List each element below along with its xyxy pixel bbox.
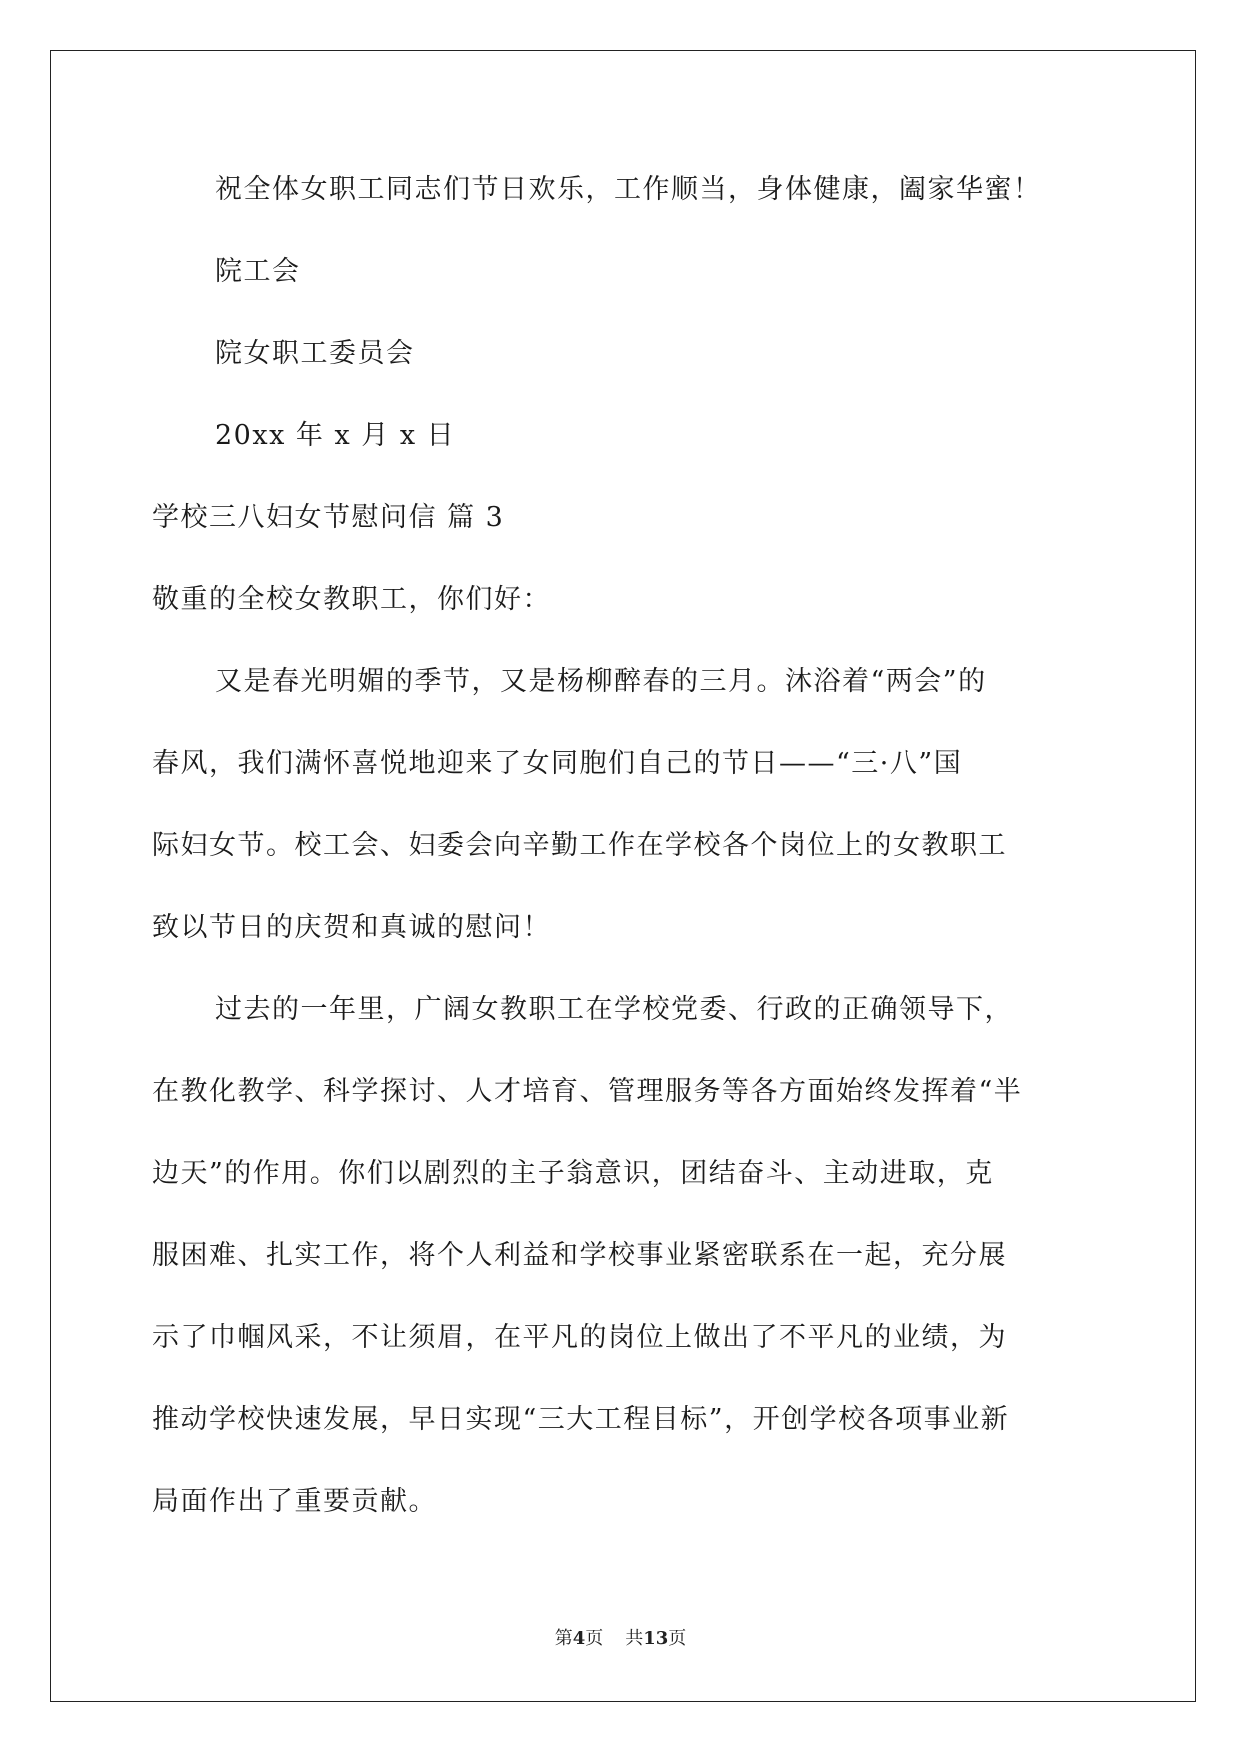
greeting-wish-line: 祝全体女职工同志们节日欢乐，工作顺当，身体健康，阖家华蜜！ — [215, 174, 1042, 205]
paragraph-line: 局面作出了重要贡献。 — [152, 1486, 437, 1517]
paragraph-line: 过去的一年里，广阔女教职工在学校党委、行政的正确领导下， — [215, 994, 1013, 1025]
signature-union: 院工会 — [215, 256, 301, 287]
page-prefix: 第 — [554, 1628, 573, 1649]
page-footer — [0, 1627, 1241, 1651]
paragraph-line: 春风，我们满怀喜悦地迎来了女同胞们自己的节日——“三·八”国 — [152, 748, 963, 779]
total-pages: 13 — [643, 1628, 669, 1649]
total-suffix: 页 — [668, 1628, 687, 1649]
paragraph-line: 示了巾帼风采，不让须眉，在平凡的岗位上做出了不平凡的业绩，为 — [152, 1322, 1007, 1353]
paragraph-line: 服困难、扎实工作，将个人利益和学校事业紧密联系在一起，充分展 — [152, 1240, 1007, 1271]
paragraph-line: 在教化教学、科学探讨、人才培育、管理服务等各方面始终发挥着“半 — [152, 1076, 1023, 1107]
signature-date: 20xx 年 x 月 x 日 — [215, 420, 456, 451]
paragraph-line: 边天”的作用。你们以剧烈的主子翁意识，团结奋斗、主动进取，克 — [152, 1158, 994, 1189]
paragraph-line: 致以节日的庆贺和真诚的慰问！ — [152, 912, 551, 943]
page-border — [50, 50, 1196, 1702]
paragraph-line: 又是春光明媚的季节，又是杨柳醉春的三月。沐浴着“两会”的 — [215, 666, 987, 697]
signature-committee: 院女职工委员会 — [215, 338, 415, 369]
paragraph-line: 际妇女节。校工会、妇委会向辛勤工作在学校各个岗位上的女教职工 — [152, 830, 1007, 861]
page-suffix: 页 — [585, 1628, 604, 1649]
paragraph-line: 推动学校快速发展，早日实现“三大工程目标”，开创学校各项事业新 — [152, 1404, 1010, 1435]
total-prefix: 共 — [625, 1628, 644, 1649]
salutation: 敬重的全校女教职工，你们好： — [152, 584, 551, 615]
section-heading: 学校三八妇女节慰问信 篇 3 — [152, 502, 505, 533]
page-number: 4 — [572, 1628, 586, 1649]
